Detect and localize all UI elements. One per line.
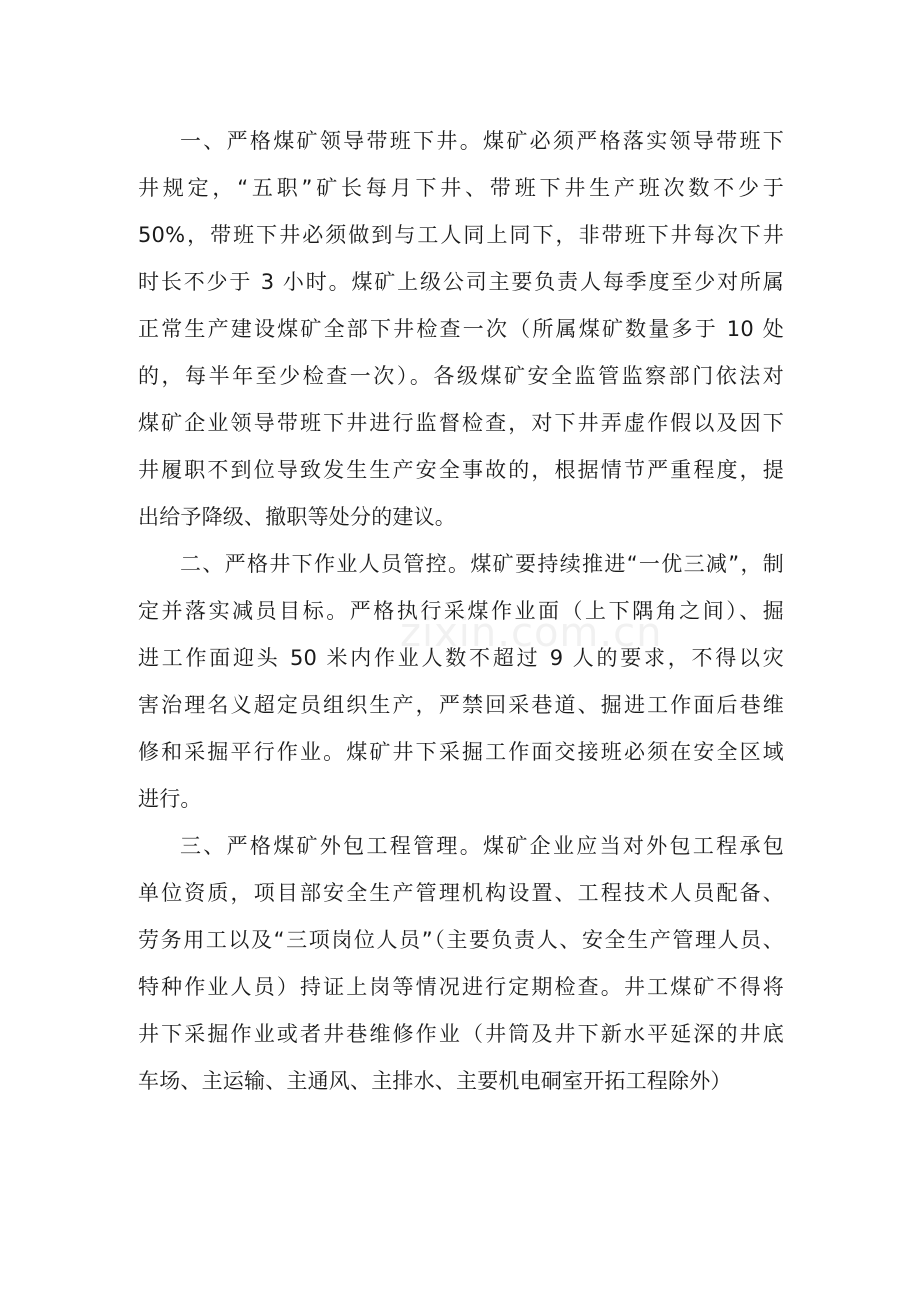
text-line: 时长不少于 3 小时。煤矿上级公司主要负责人每季度至少对所属 [138,270,784,294]
text-line: 井履职不到位导致发生生产安全事故的，根据情节严重程度，提 [138,458,784,482]
text-line: 进工作面迎头 50 米内作业人数不超过 9 人的要求，不得以灾 [138,646,784,670]
text-line: 50%，带班下井必须做到与工人同上同下，非带班下井每次下井 [138,223,784,247]
text-line: 二、严格井下作业人员管控。煤矿要持续推进“一优三减”，制 [180,552,784,576]
text-line: 井下采掘作业或者井巷维修作业（井筒及井下新水平延深的井底 [138,1022,784,1046]
text-line: 正常生产建设煤矿全部下井检查一次（所属煤矿数量多于 10 处 [138,317,784,341]
text-line: 劳务用工以及“三项岗位人员”（主要负责人、安全生产管理人员、 [138,928,784,952]
text-line: 单位资质，项目部安全生产管理机构设置、工程技术人员配备、 [138,881,784,905]
text-line: 定并落实减员目标。严格执行采煤作业面（上下隅角之间）、掘 [138,599,784,623]
paragraph-2 [138,541,784,823]
document-body [138,118,784,1105]
watermark-text: zixin.com.cn [400,610,663,656]
text-line: 车场、主运输、主通风、主排水、主要机电硐室开拓工程除外） [138,1069,732,1093]
text-line: 修和采掘平行作业。煤矿井下采掘工作面交接班必须在安全区域 [138,740,784,764]
text-line: 特种作业人员）持证上岗等情况进行定期检查。井工煤矿不得将 [138,975,784,999]
text-line: 三、严格煤矿外包工程管理。煤矿企业应当对外包工程承包 [180,834,784,858]
text-line: 的，每半年至少检查一次）。各级煤矿安全监管监察部门依法对 [138,364,784,388]
text-line: 井规定，“五职”矿长每月下井、带班下井生产班次数不少于 [138,176,784,200]
text-line: 进行。 [138,787,202,811]
text-line: 煤矿企业领导带班下井进行监督检查，对下井弄虚作假以及因下 [138,411,784,435]
text-line: 出给予降级、撤职等处分的建议。 [138,505,456,529]
text-line: 害治理名义超定员组织生产，严禁回采巷道、掘进工作面后巷维 [138,693,784,717]
text-line: 一、严格煤矿领导带班下井。煤矿必须严格落实领导带班下 [180,129,784,153]
paragraph-3 [138,823,784,1105]
paragraph-1 [138,118,784,541]
